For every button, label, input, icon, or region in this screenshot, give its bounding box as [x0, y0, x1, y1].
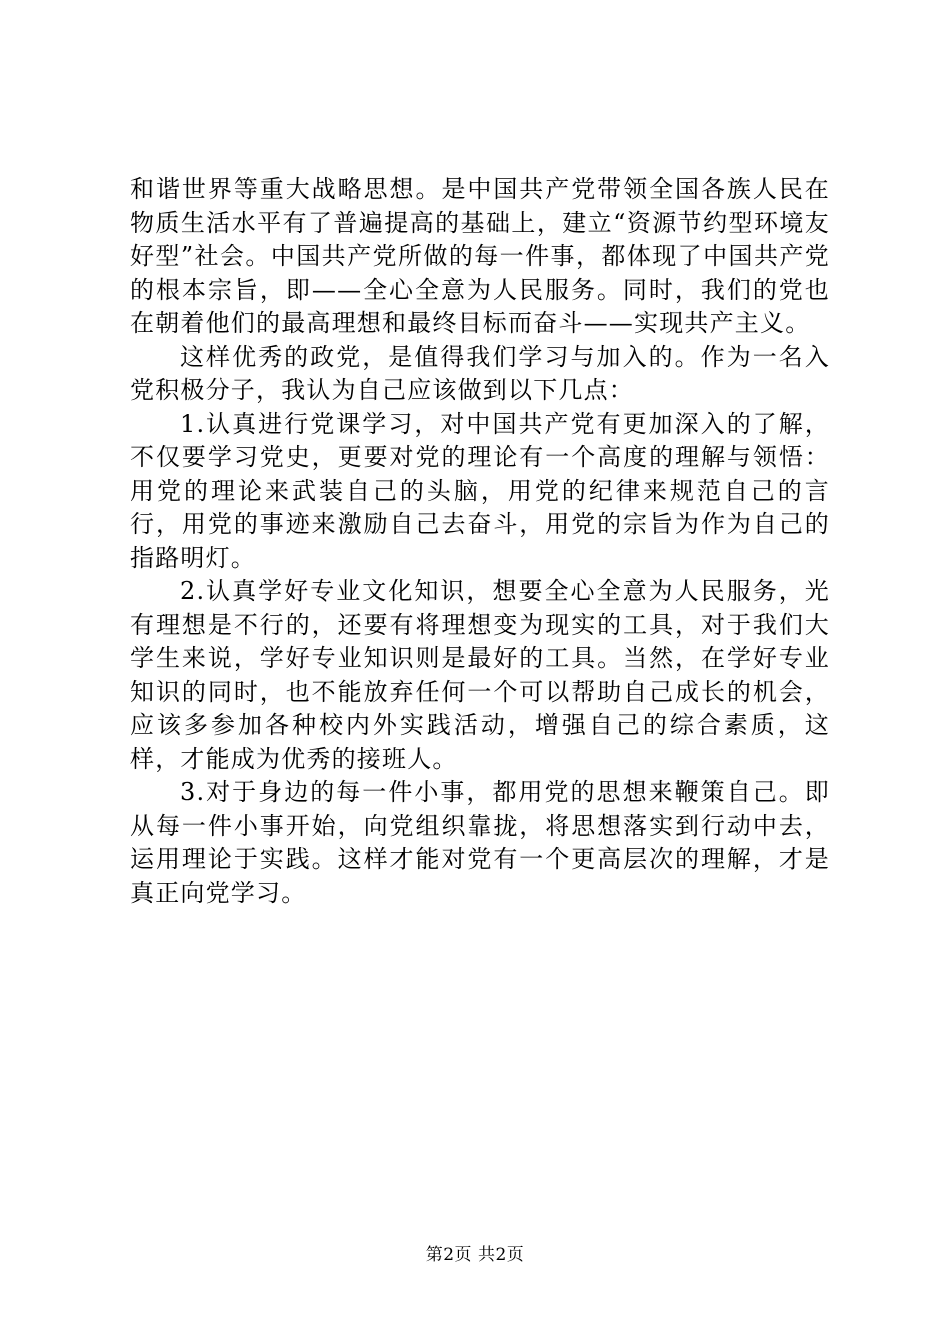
page-footer	[0, 1244, 950, 1266]
page-number-label: 第2页 共2页	[425, 1245, 525, 1265]
paragraph-point-3: 3.对于身边的每一件小事，都用党的思想来鞭策自己。即从每一件小事开始，向党组织靠拢，将思想落实到行动中去，运用理论于实践。这样才能对党有一个更高层次的理解，才是真正向党学习。	[130, 778, 830, 907]
paragraph-point-1: 1.认真进行党课学习，对中国共产党有更加深入的了解，不仅要学习党史，更要对党的理论有一个高度的理解与领悟：用党的理论来武装自己的头脑，用党的纪律来规范自己的言行，用党的事迹来激励自己去奋斗，用党的宗旨为作为自己的指路明灯。	[130, 409, 830, 572]
paragraph-point-2: 2.认真学好专业文化知识，想要全心全意为人民服务，光有理想是不行的，还要有将理想变为现实的工具，对于我们大学生来说，学好专业知识则是最好的工具。当然，在学好专业知识的同时，也不能放弃任何一个可以帮助自己成长的机会，应该多参加各种校内外实践活动，增强自己的综合素质，这样，才能成为优秀的接班人。	[130, 577, 830, 773]
document-body	[130, 173, 830, 910]
paragraph-continuation: 和谐世界等重大战略思想。是中国共产党带领全国各族人民在物质生活水平有了普遍提高的基础上，建立“资源节约型环境友好型”社会。中国共产党所做的每一件事，都体现了中国共产党的根本宗旨，即——全心全意为人民服务。同时，我们的党也在朝着他们的最高理想和最终目标而奋斗——实现共产主义。	[130, 175, 830, 337]
paragraph-intro: 这样优秀的政党，是值得我们学习与加入的。作为一名入党积极分子，我认为自己应该做到以下几点：	[130, 342, 830, 404]
